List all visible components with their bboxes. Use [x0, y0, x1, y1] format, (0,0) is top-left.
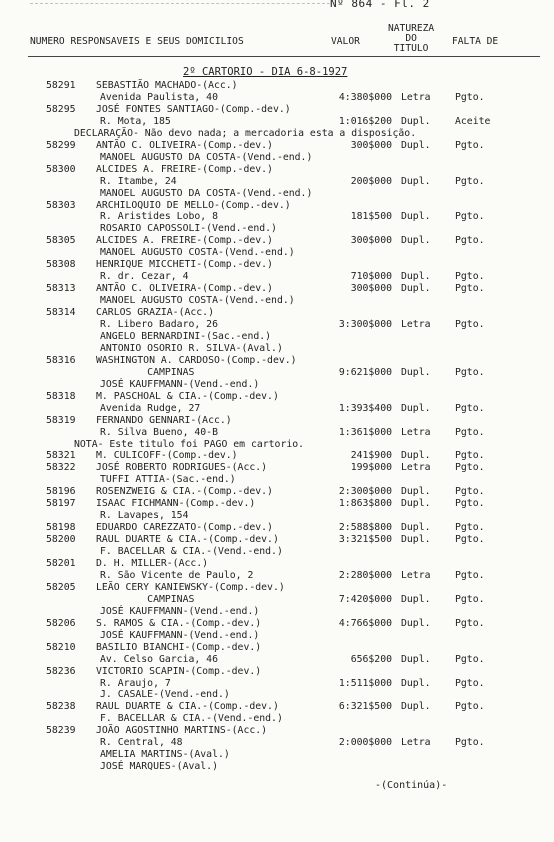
entry-value: 1:361$000	[338, 426, 392, 438]
entry-number: 58205	[46, 581, 76, 593]
list-item	[0, 271, 554, 283]
list-item	[0, 439, 554, 451]
entry-value: 181$500	[350, 211, 392, 223]
entry-number: 58198	[46, 522, 76, 534]
entry-text: FERNANDO GENNARI-(Acc.)	[96, 414, 232, 426]
entry-text: R. Itambe, 24	[100, 175, 177, 187]
entry-text: ALCIDES A. FREIRE-(Comp.-dev.)	[96, 235, 273, 247]
entry-text: NOTA- Este titulo foi PAGO em cartorio.	[74, 438, 305, 450]
list-item	[0, 654, 554, 666]
entry-number: 58295	[46, 103, 76, 115]
entry-falta: Pgto.	[455, 534, 485, 546]
entry-nature: Dupl.	[401, 235, 431, 247]
entry-nature: Dupl.	[401, 366, 431, 378]
entry-falta: Pgto.	[455, 677, 485, 689]
list-item	[0, 235, 554, 247]
entry-number: 58206	[46, 617, 76, 629]
entry-value: 3:300$000	[338, 319, 392, 330]
entry-value: 241$900	[350, 450, 392, 462]
list-item	[0, 474, 554, 486]
list-item	[0, 510, 554, 522]
section-title: 2º CARTORIO - DIA 6-8-1927	[183, 66, 348, 78]
entry-text: F. BACELLAR & CIA.-(Vend.-end.)	[100, 713, 283, 725]
entry-falta: Pgto.	[455, 402, 485, 414]
entry-falta: Pgto.	[455, 737, 485, 749]
list-item	[0, 283, 554, 295]
entry-value: 710$000	[350, 271, 392, 283]
entry-text: MANOEL AUGUSTO COSTA-(Vend.-end.)	[100, 295, 295, 307]
list-item	[0, 594, 554, 606]
entry-value: 300$000	[350, 283, 392, 295]
entry-text: D. H. MILLER-(Acc.)	[96, 558, 209, 569]
entry-text: Avenida Rudge, 27	[100, 402, 201, 414]
list-item	[0, 749, 554, 761]
entry-text: R. Lavapes, 154	[100, 510, 189, 522]
entry-nature: Dupl.	[401, 486, 431, 498]
list-item	[0, 642, 554, 654]
entry-nature: Dupl.	[401, 211, 431, 223]
entry-falta: Pgto.	[455, 570, 485, 581]
list-item	[0, 152, 554, 164]
entry-text: ANTONIO OSORIO R. SILVA-(Aval.)	[100, 342, 283, 354]
entry-text: JOSÉ KAUFFMANN-(Vend.-end.)	[100, 378, 260, 390]
entry-nature: Dupl.	[401, 139, 431, 151]
entry-value: 300$000	[350, 235, 392, 247]
list-item	[0, 92, 554, 104]
list-item	[0, 486, 554, 498]
entry-value: 6:321$500	[338, 701, 392, 713]
entry-falta: Pgto.	[455, 450, 485, 462]
list-item	[0, 391, 554, 403]
entry-number: 58239	[46, 725, 76, 737]
list-item	[0, 606, 554, 618]
entry-falta: Pgto.	[455, 319, 485, 330]
entry-number: 58319	[46, 414, 76, 426]
entry-nature: Letra	[401, 319, 431, 330]
entry-falta: Aceite	[455, 115, 491, 127]
column-header-numero: NUMERO	[30, 36, 65, 47]
list-item	[0, 546, 554, 558]
entry-value: 1:511$000	[338, 677, 392, 689]
entry-value: 7:420$000	[338, 593, 392, 605]
entry-text: J. CASALE-(Vend.-end.)	[100, 689, 230, 701]
entry-text: M. PASCHOAL & CIA.-(Comp.-dev.)	[96, 390, 279, 402]
entry-number: 58300	[46, 163, 76, 175]
entry-value: 1:393$400	[338, 402, 392, 414]
entry-text: SEBASTIÃO MACHADO-(Acc.)	[96, 80, 238, 91]
list-item	[0, 116, 554, 128]
entry-nature: Dupl.	[401, 677, 431, 689]
entry-nature: Dupl.	[401, 617, 431, 629]
entry-nature: Dupl.	[401, 701, 431, 713]
list-item	[0, 403, 554, 415]
entry-nature: Dupl.	[401, 271, 431, 283]
list-item	[0, 164, 554, 176]
list-item	[0, 522, 554, 534]
entry-text: ROSENZWEIG & CIA.-(Comp.-dev.)	[96, 486, 273, 498]
entry-text: JOSÉ ROBERTO RODRIGUES-(Acc.)	[96, 462, 268, 474]
entry-value: 1:863$800	[338, 498, 392, 510]
entry-falta: Pgto.	[455, 522, 485, 534]
entry-nature: Dupl.	[401, 283, 431, 295]
entry-nature: Dupl.	[401, 653, 431, 665]
entry-number: 58238	[46, 701, 76, 713]
entry-falta: Pgto.	[455, 139, 485, 151]
header-rule	[28, 56, 540, 57]
entry-text: Av. Celso Garcia, 46	[100, 653, 218, 665]
column-header-valor: VALOR	[331, 36, 360, 47]
entry-nature: Letra	[401, 92, 431, 103]
entry-text: CARLOS GRAZIA-(Acc.)	[96, 307, 214, 318]
entry-text: R. Mota, 185	[100, 115, 171, 127]
list-item	[0, 247, 554, 259]
entry-text: WASHINGTON A. CARDOSO-(Comp.-dev.)	[96, 354, 297, 366]
entry-falta: Pgto.	[455, 617, 485, 629]
entry-number: 58196	[46, 486, 76, 498]
list-item	[0, 570, 554, 582]
entry-number: 58305	[46, 235, 76, 247]
entry-text: RAUL DUARTE & CIA.-(Comp.-dev.)	[96, 534, 279, 546]
entry-nature: Dupl.	[401, 175, 431, 187]
list-item	[0, 211, 554, 223]
list-item	[0, 200, 554, 212]
entry-number: 58236	[46, 665, 76, 677]
list-item	[0, 367, 554, 379]
entry-falta: Pgto.	[455, 701, 485, 713]
entry-text: JOSÉ KAUFFMANN-(Vend.-end.)	[100, 629, 260, 641]
list-item	[0, 128, 554, 140]
entry-text: R. Silva Bueno, 40-B	[100, 426, 218, 438]
list-item	[0, 223, 554, 235]
entry-text: VICTORIO SCAPIN-(Comp.-dev.)	[96, 665, 262, 677]
entry-falta: Pgto.	[455, 235, 485, 247]
entry-nature: Dupl.	[401, 522, 431, 534]
entry-falta: Pgto.	[455, 498, 485, 510]
entry-text: MANOEL AUGUSTO DA COSTA-(Vend.-end.)	[100, 187, 313, 199]
entry-number: 58200	[46, 534, 76, 546]
page-number-label: Nº 864 - Fl. 2	[330, 0, 430, 10]
entry-falta: Pgto.	[455, 486, 485, 498]
column-header-natureza: NATUREZA DO TITULO	[388, 23, 435, 54]
list-item	[0, 725, 554, 737]
list-item	[0, 689, 554, 701]
column-header-responsaveis-text: RESPONSAVEIS E SEUS DOMICILIOS	[70, 36, 244, 47]
entry-value: 1:016$200	[338, 115, 392, 127]
entry-text: MANOEL AUGUSTO DA COSTA-(Vend.-end.)	[100, 151, 313, 163]
entry-falta: Pgto.	[455, 175, 485, 187]
entry-text: CAMPINAS	[100, 593, 195, 605]
entry-number: 58210	[46, 641, 76, 653]
entry-falta: Pgto.	[455, 92, 485, 103]
entry-text: S. RAMOS & CIA.-(Comp.-dev.)	[96, 617, 262, 629]
entry-falta: Pgto.	[455, 593, 485, 605]
entry-number: 58313	[46, 283, 76, 295]
entry-falta: Pgto.	[455, 462, 485, 474]
list-item	[0, 666, 554, 678]
entry-nature: Dupl.	[401, 402, 431, 414]
entry-text: JOSÉ KAUFFMANN-(Vend.-end.)	[100, 605, 260, 617]
entry-falta: Pgto.	[455, 366, 485, 378]
entry-text: JOÃO AGOSTINHO MARTINS-(Acc.)	[96, 725, 268, 737]
entry-value: 199$000	[350, 462, 392, 474]
entry-number: 58321	[46, 450, 76, 462]
list-item	[0, 558, 554, 570]
list-item	[0, 761, 554, 773]
entry-nature: Letra	[401, 426, 431, 438]
entry-text: ARCHILOQUIO DE MELLO-(Comp.-dev.)	[96, 199, 291, 211]
entry-text: JOSÉ MARQUES-(Aval.)	[100, 761, 218, 773]
entry-text: M. CULICOFF-(Comp.-dev.)	[96, 450, 238, 462]
continua-label: -(Continúa)-	[375, 780, 448, 791]
entry-text: R. Araujo, 7	[100, 677, 171, 689]
entry-text: EDUARDO CAREZZATO-(Comp.-dev.)	[96, 522, 273, 534]
entry-text: DECLARAÇÃO- Não devo nada; a mercadoria esta a disposição.	[74, 127, 417, 139]
entry-text: Avenida Paulista, 40	[100, 92, 218, 103]
entry-text: ANGELO BERNARDINI-(Sac.-end.)	[100, 330, 272, 342]
list-item	[0, 319, 554, 331]
entry-text: R. Libero Badaro, 26	[100, 319, 218, 330]
list-item	[0, 140, 554, 152]
entry-number: 58314	[46, 307, 76, 318]
entry-number: 58322	[46, 462, 76, 474]
entry-nature: Dupl.	[401, 450, 431, 462]
list-item	[0, 355, 554, 367]
list-item	[0, 104, 554, 116]
entry-value: 2:588$800	[338, 522, 392, 534]
entry-text: ANTÃO C. OLIVEIRA-(Comp.-dev.)	[96, 139, 273, 151]
entry-value: 2:000$000	[338, 737, 392, 749]
entry-text: R. Central, 48	[100, 737, 183, 749]
list-item	[0, 701, 554, 713]
list-item	[0, 295, 554, 307]
entry-falta: Pgto.	[455, 426, 485, 438]
entry-number: 58303	[46, 199, 76, 211]
list-item	[0, 450, 554, 462]
entry-text: ANTÃO C. OLIVEIRA-(Comp.-dev.)	[96, 283, 273, 295]
entry-value: 2:300$000	[338, 486, 392, 498]
list-item	[0, 630, 554, 642]
entry-falta: Pgto.	[455, 653, 485, 665]
entry-text: R. dr. Cezar, 4	[100, 271, 189, 283]
entry-value: 4:766$000	[338, 617, 392, 629]
entry-number: 58316	[46, 354, 76, 366]
list-item	[0, 176, 554, 188]
entry-text: MANOEL AUGUSTO COSTA-(Vend.-end.)	[100, 247, 295, 259]
entry-number: 58308	[46, 259, 76, 271]
entry-value: 656$200	[350, 653, 392, 665]
list-item	[0, 188, 554, 200]
list-item	[0, 498, 554, 510]
top-rule	[30, 3, 330, 4]
entry-number: 58197	[46, 498, 76, 510]
list-item	[0, 582, 554, 594]
entry-value: 3:321$500	[338, 534, 392, 546]
list-item	[0, 427, 554, 439]
entry-number: 58201	[46, 558, 76, 569]
entry-text: R. Aristides Lobo, 8	[100, 211, 218, 223]
entry-nature: Letra	[401, 462, 431, 474]
entry-falta: Pgto.	[455, 211, 485, 223]
entry-value: 200$000	[350, 175, 392, 187]
entry-nature: Dupl.	[401, 498, 431, 510]
entry-falta: Pgto.	[455, 271, 485, 283]
entry-text: ROSARIO CAPOSSOLI-(Vend.-end.)	[100, 223, 277, 235]
entry-number: 58318	[46, 390, 76, 402]
entry-text: ALCIDES A. FREIRE-(Comp.-dev.)	[96, 163, 273, 175]
list-item	[0, 462, 554, 474]
list-item	[0, 343, 554, 355]
list-item	[0, 737, 554, 749]
list-item	[0, 678, 554, 690]
entry-falta: Pgto.	[455, 283, 485, 295]
list-item	[0, 415, 554, 427]
list-item	[0, 618, 554, 630]
entry-nature: Dupl.	[401, 115, 431, 127]
list-item	[0, 259, 554, 271]
entry-text: F. BACELLAR & CIA.-(Vend.-end.)	[100, 546, 283, 557]
entry-number: 58291	[46, 80, 76, 91]
entry-nature: Dupl.	[401, 534, 431, 546]
entry-nature: Dupl.	[401, 593, 431, 605]
entry-text: LEÃO CERY KANIEWSKY-(Comp.-dev.)	[96, 581, 285, 593]
entry-value: 9:621$000	[338, 366, 392, 378]
column-header-responsaveis	[30, 37, 244, 47]
entry-text: BASILIO BIANCHI-(Comp.-dev.)	[96, 641, 262, 653]
entry-text: AMELIA MARTINS-(Aval.)	[100, 749, 230, 761]
entry-text: ISAAC FICHMANN-(Comp.-dev.)	[96, 498, 256, 510]
entry-text: RAUL DUARTE & CIA.-(Comp.-dev.)	[96, 701, 279, 713]
list-item	[0, 80, 554, 92]
entry-nature: Letra	[401, 737, 431, 749]
entry-value: 300$000	[350, 139, 392, 151]
entry-value: 2:280$000	[338, 570, 392, 581]
entry-text: JOSÉ FONTES SANTIAGO-(Comp.-dev.)	[96, 103, 291, 115]
list-item	[0, 307, 554, 319]
entry-value: 4:380$000	[338, 92, 392, 103]
list-item	[0, 713, 554, 725]
entry-nature: Letra	[401, 570, 431, 581]
entry-text: TUFFI ATTIA-(Sac.-end.)	[100, 474, 236, 486]
entry-number: 58299	[46, 139, 76, 151]
list-item	[0, 534, 554, 546]
entry-text: HENRIQUE MICCHETI-(Comp.-dev.)	[96, 259, 273, 271]
column-header-falta: FALTA DE	[452, 36, 499, 47]
entry-text: R. São Vicente de Paulo, 2	[100, 570, 254, 581]
list-item	[0, 379, 554, 391]
list-item	[0, 331, 554, 343]
entry-text: CAMPINAS	[100, 366, 195, 378]
